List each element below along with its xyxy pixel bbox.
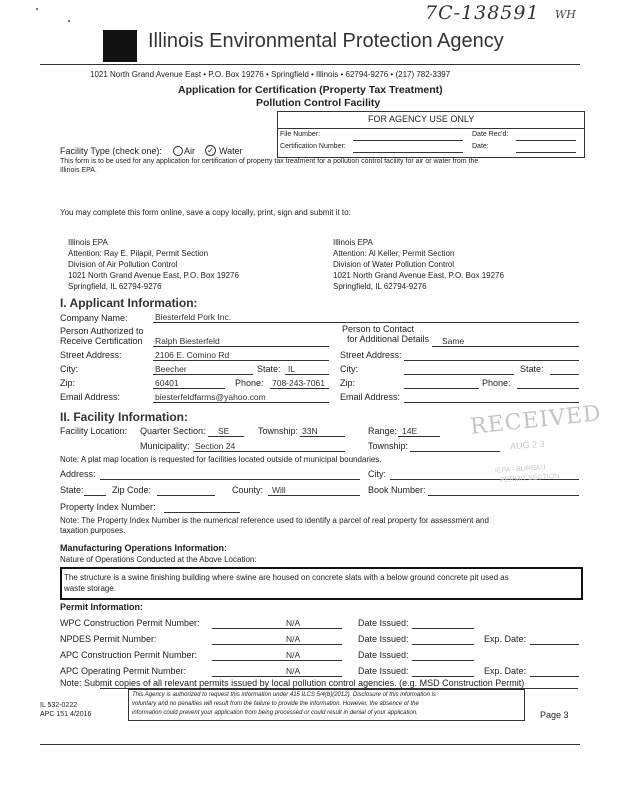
- operations-description: The structure is a swine finishing building where swine are housed on concrete slats with a below ground concrete pit used as: [64, 573, 509, 582]
- phone2-underline: [517, 388, 579, 389]
- book-number-label: Book Number:: [368, 485, 426, 495]
- book-number-underline: [428, 495, 579, 496]
- air-address-line: Attention: Ray E. Pilapil, Permit Section: [68, 249, 209, 258]
- zip-field[interactable]: 60401: [155, 378, 179, 388]
- street2-underline: [404, 360, 579, 361]
- air-address-line: 1021 North Grand Avenue East, P.O. Box 19276: [68, 271, 239, 280]
- water-label: Water: [219, 146, 243, 156]
- township-underline: [300, 436, 345, 437]
- apc-construction-underline: [212, 660, 342, 661]
- facility-state-label: State:: [60, 485, 84, 495]
- pin-underline: [164, 512, 240, 513]
- street-label: Street Address:: [60, 350, 122, 360]
- email-underline: [153, 402, 329, 403]
- stamp-bureau: IEPA - BUREAU: [494, 464, 546, 475]
- apc-operating-exp-label: Exp. Date:: [484, 666, 527, 676]
- air-address-line: Illinois EPA: [68, 238, 108, 247]
- agency-use-header: FOR AGENCY USE ONLY: [368, 114, 475, 124]
- water-address-line: 1021 North Grand Avenue East, P.O. Box 19276: [333, 271, 504, 280]
- npdes-date-label: Date Issued:: [358, 634, 409, 644]
- npdes-exp-underline: [530, 644, 579, 645]
- facility-location-label: Facility Location:: [60, 426, 128, 436]
- wpc-date-underline: [412, 628, 474, 629]
- applicant-heading: I. Applicant Information:: [60, 296, 198, 310]
- intro-text-2: Illinois EPA.: [60, 167, 97, 174]
- facility-address-underline: [100, 479, 360, 480]
- water-address-line: Springfield, IL 62794-9276: [333, 282, 427, 291]
- apc-construction-date-label: Date Issued:: [358, 650, 409, 660]
- pin-note: Note: The Property Index Number is the numerical reference used to identify a parcel of real property for assessment and: [60, 516, 489, 525]
- zip2-underline: [404, 388, 479, 389]
- city2-label: City:: [340, 364, 358, 374]
- file-number-label: File Number:: [280, 131, 321, 138]
- received-stamp: RECEIVED: [469, 401, 603, 440]
- handwritten-file-number: 7C-138591: [425, 2, 540, 24]
- apc-operating-date-underline: [412, 676, 474, 677]
- phone2-label: Phone:: [482, 378, 511, 388]
- air-address-block: [68, 237, 239, 292]
- email2-underline: [404, 402, 579, 403]
- npdes-permit-underline: [212, 644, 342, 645]
- date-label: Date:: [472, 143, 489, 150]
- facility-zip-label: Zip Code:: [112, 485, 152, 495]
- disclaimer-text-3: information could prevent your application from being processed or could result in denial of your application.: [132, 710, 418, 716]
- zip-underline: [153, 388, 225, 389]
- township-label: Township:: [258, 426, 299, 436]
- agency-address: 1021 North Grand Avenue East • P.O. Box 19276 • Springfield • Illinois • 62794-9276 • (217) 782-3397: [90, 70, 451, 79]
- person-auth-label-2: Receive Certification: [60, 336, 143, 346]
- water-address-block: [333, 237, 504, 292]
- footer-rule: [40, 744, 580, 745]
- email-label: Email Address:: [60, 392, 121, 402]
- disclaimer-text-2: voluntary and no penalties will result from the failure to provide the information. However, the absence of the: [132, 701, 419, 707]
- handwritten-initials: WH: [555, 8, 576, 21]
- date-field: [516, 152, 576, 153]
- wpc-permit-field[interactable]: N/A: [286, 618, 301, 628]
- county-underline: [268, 495, 360, 496]
- npdes-exp-label: Exp. Date:: [484, 634, 527, 644]
- city-label: City:: [60, 364, 78, 374]
- air-radio[interactable]: [173, 146, 183, 156]
- street-field[interactable]: 2106 E. Comino Rd: [155, 350, 230, 360]
- facility-state-underline: [84, 495, 106, 496]
- water-radio[interactable]: ✓: [205, 145, 216, 156]
- permit-heading: Permit Information:: [60, 602, 144, 612]
- form-id: IL 532-0222: [40, 702, 78, 709]
- water-address-line: Attention: Al Keller, Permit Section: [333, 249, 455, 258]
- township2-underline: [410, 451, 500, 452]
- phone-field[interactable]: 708-243-7061: [272, 378, 325, 388]
- form-title: Application for Certification (Property Tax Treatment): [178, 84, 443, 96]
- wpc-permit-label: WPC Construction Permit Number:: [60, 618, 200, 628]
- npdes-permit-field[interactable]: N/A: [286, 634, 301, 644]
- state-label: State:: [257, 364, 281, 374]
- township2-label: Township:: [368, 441, 409, 451]
- nature-label: Nature of Operations Conducted at the Above Location:: [60, 555, 257, 564]
- city-underline: [153, 374, 253, 375]
- intro-text: This form is to be used for any application for certification of property tax treatment for a pollution control facility for air or water from the: [60, 158, 479, 165]
- submit-permits-note: Note: Submit copies of all relevant permits issued by local pollution control agencies. (e.g. MSD Construction Permit): [60, 678, 525, 688]
- facility-heading: II. Facility Information:: [60, 410, 189, 424]
- company-underline: [153, 322, 579, 323]
- company-label: Company Name:: [60, 313, 128, 323]
- header-rule: [40, 64, 580, 65]
- apc-construction-date-underline: [412, 660, 474, 661]
- air-address-line: Springfield, IL 62794-9276: [68, 282, 162, 291]
- municipality-label: Municipality:: [140, 441, 190, 451]
- npdes-permit-label: NPDES Permit Number:: [60, 634, 157, 644]
- range-underline: [398, 436, 440, 437]
- apc-operating-date-label: Date Issued:: [358, 666, 409, 676]
- water-address-line: Division of Water Pollution Control: [333, 260, 455, 269]
- agency-title: Illinois Environmental Protection Agency: [148, 30, 504, 52]
- person-auth-underline: [153, 346, 329, 347]
- apc-construction-label: APC Construction Permit Number:: [60, 650, 198, 660]
- pin-label: Property Index Number:: [60, 502, 156, 512]
- plat-note: Note: A plat map location is requested for facilities located outside of municipal boundaries.: [60, 455, 382, 464]
- stamp-section: PERMIT SECTION: [499, 472, 560, 485]
- street-underline: [153, 360, 329, 361]
- apc-construction-field[interactable]: N/A: [286, 650, 301, 660]
- quarter-section-field[interactable]: SE: [218, 426, 230, 436]
- scan-speck: [68, 20, 70, 22]
- contact-label-2: for Additional Details: [347, 334, 430, 344]
- cert-number-field: [353, 152, 463, 153]
- zip2-label: Zip:: [340, 378, 356, 388]
- pin-note-2: taxation purposes.: [60, 526, 126, 535]
- date-recd-field: [516, 140, 576, 141]
- contact-field[interactable]: Same: [442, 336, 465, 346]
- phone-underline: [270, 388, 329, 389]
- email2-label: Email Address:: [340, 392, 401, 402]
- facility-zip-underline: [157, 495, 215, 496]
- form-subtitle: Pollution Control Facility: [256, 97, 381, 109]
- company-field[interactable]: Biesterfeld Pork Inc.: [155, 312, 232, 322]
- apc-operating-field[interactable]: N/A: [286, 666, 301, 676]
- county-field[interactable]: Will: [272, 485, 286, 495]
- county-label: County:: [232, 485, 264, 495]
- municipality-underline: [193, 451, 345, 452]
- wpc-date-label: Date Issued:: [358, 618, 409, 628]
- air-label: Air: [184, 146, 195, 156]
- range-label: Range:: [368, 426, 398, 436]
- npdes-date-underline: [412, 644, 474, 645]
- page-number: Page 3: [540, 710, 569, 720]
- cert-number-label: Certification Number:: [280, 143, 346, 150]
- disclaimer-text: This Agency is authorized to request this information under 415 ILCS 5/4(b)(2012). Disclosure of this information is: [132, 692, 436, 698]
- facility-type-label: Facility Type (check one):: [60, 146, 162, 156]
- zip-label: Zip:: [60, 378, 76, 388]
- date-recd-label: Date Rec'd:: [472, 131, 509, 138]
- operations-description-box[interactable]: [60, 567, 583, 600]
- phone-label: Phone:: [235, 378, 264, 388]
- facility-city-label: City:: [368, 469, 386, 479]
- file-number-field: [353, 140, 463, 141]
- contact-underline: [432, 346, 579, 347]
- apc-operating-label: APC Operating Permit Number:: [60, 666, 187, 676]
- quarter-section-underline: [208, 436, 244, 437]
- disclaimer-box: [128, 689, 525, 721]
- form-id-2: APC 151 4/2016: [40, 711, 92, 718]
- state-field[interactable]: IL: [288, 364, 296, 374]
- quarter-section-label: Quarter Section:: [140, 426, 206, 436]
- state2-label: State:: [520, 364, 544, 374]
- wpc-permit-underline: [212, 628, 342, 629]
- stamp-date: AUG 2 3: [509, 438, 545, 452]
- agency-logo: [103, 30, 137, 62]
- scan-speck: [36, 8, 38, 10]
- apc-operating-exp-underline: [530, 676, 579, 677]
- municipality-field[interactable]: Section 24: [195, 441, 236, 451]
- manufacturing-heading: Manufacturing Operations Information:: [60, 543, 228, 553]
- agency-use-divider: [278, 128, 584, 129]
- city2-underline: [404, 374, 514, 375]
- apc-operating-underline: [212, 676, 342, 677]
- agency-use-box: [277, 111, 585, 158]
- street2-label: Street Address:: [340, 350, 402, 360]
- range-field[interactable]: 14E: [402, 426, 418, 436]
- state-underline: [285, 374, 329, 375]
- email-field[interactable]: biesterfeldfarms@yahoo.com: [155, 392, 266, 402]
- operations-description-2: waste storage.: [64, 584, 117, 593]
- city-field[interactable]: Beecher: [155, 364, 187, 374]
- facility-address-label: Address:: [60, 469, 96, 479]
- state2-underline: [550, 374, 579, 375]
- online-instructions: You may complete this form online, save a copy locally, print, sign and submit it to:: [60, 208, 351, 217]
- air-address-line: Division of Air Pollution Control: [68, 260, 178, 269]
- person-auth-field[interactable]: Ralph Biesterfeld: [155, 336, 220, 346]
- township-field[interactable]: 33N: [302, 426, 318, 436]
- person-auth-label: Person Authorized to: [60, 326, 144, 336]
- water-address-line: Illinois EPA: [333, 238, 373, 247]
- contact-label: Person to Contact: [342, 324, 415, 334]
